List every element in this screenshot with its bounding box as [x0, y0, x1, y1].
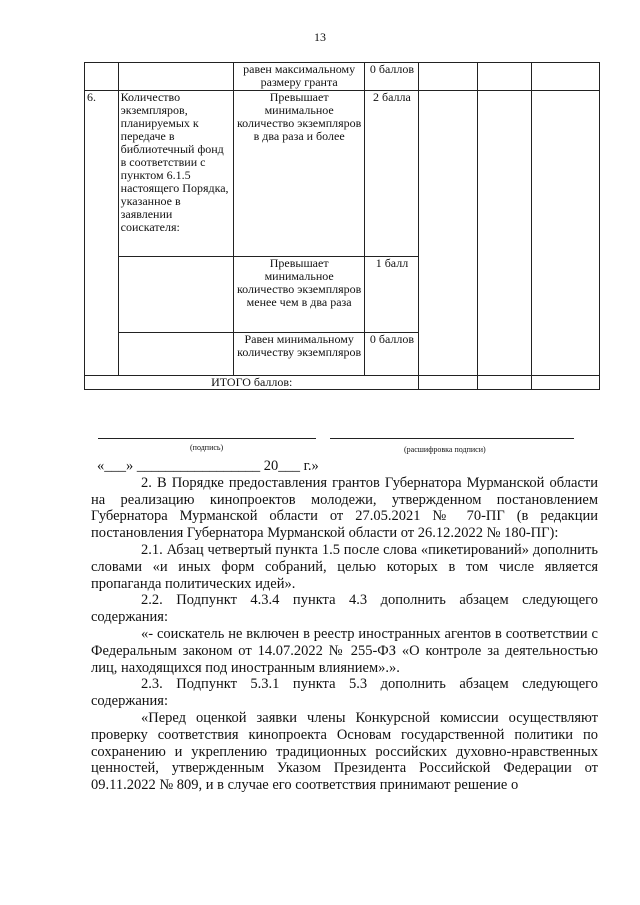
paragraph: «- соискатель не включен в реестр иностранных агентов в соответствии с Федеральным законом от 14.07.2022 № 255-ФЗ «О контроле за деятельностью лиц, находящихся под иностранным влиянием».».: [91, 625, 598, 676]
table-cell: [531, 376, 599, 390]
table-cell: [477, 91, 531, 376]
table-cell: [419, 376, 477, 390]
table-cell: [118, 333, 233, 376]
condition-cell: Равен минимальному количеству экземпляров: [233, 333, 365, 376]
table-row: [85, 376, 600, 390]
condition-cell: Превышает минимальное количество экземпляров в два раза и более: [233, 91, 365, 257]
signature-name-label: (расшифровка подписи): [404, 445, 486, 454]
table-cell: [531, 63, 599, 91]
table-row: [85, 91, 600, 257]
paragraph: 2.1. Абзац четвертый пункта 1.5 после слова «пикетирований» дополнить словами «и иных форм собраний, целью которых в том числе является пропаганда политических идей».: [91, 541, 598, 592]
table-cell: [419, 91, 477, 376]
signature-label: (подпись): [190, 443, 224, 452]
document-body: [91, 458, 598, 794]
paragraph: «Перед оценкой заявки члены Конкурсной комиссии осуществляют проверку соответствия кинопроекта Основам государственной политики по сохранению и укреплению традиционных российских духовно-нравственных ценностей, утвержденным Указом Президента Российской Федерации от 09.11.2022 № 809, и в случае его соответствия принимают решение о: [91, 709, 598, 794]
paragraph: 2.2. Подпункт 4.3.4 пункта 4.3 дополнить абзацем следующего содержания:: [91, 592, 598, 626]
table-cell: [118, 63, 233, 91]
table-cell: [531, 91, 599, 376]
condition-cell: Превышает минимальное количество экземпляров менее чем в два раза: [233, 257, 365, 333]
paragraph: 2. В Порядке предоставления грантов Губернатора Мурманской области на реализацию кинопроектов молодежи, утвержденном постановлением Губернатора Мурманской области от 27.05.2021 № 70-ПГ (в редакции постановления Губернатора Мурманской области от 26.12.2022 № 180-ПГ):: [91, 474, 598, 542]
table-cell: [477, 376, 531, 390]
table-cell: [419, 63, 477, 91]
condition-cell: равен максимальному размеру гранта: [233, 63, 365, 91]
scoring-table: [84, 62, 600, 390]
table-row: [85, 63, 600, 91]
date-line: «___» _________________ 20___ г.»: [97, 458, 319, 474]
page-number: 13: [314, 30, 326, 44]
signature-line: [98, 438, 316, 439]
points-cell: 0 баллов: [365, 63, 419, 91]
table-cell: [85, 63, 119, 91]
total-label: ИТОГО баллов:: [85, 376, 419, 390]
points-cell: 1 балл: [365, 257, 419, 333]
criterion-cell: Количество экземпляров, планируемых к передаче в библиотечный фонд в соответствии с пунктом 6.1.5 настоящего Порядка, указанное в заявлении соискателя:: [118, 91, 233, 257]
table-cell: [118, 257, 233, 333]
points-cell: 0 баллов: [365, 333, 419, 376]
points-cell: 2 балла: [365, 91, 419, 257]
paragraph: 2.3. Подпункт 5.3.1 пункта 5.3 дополнить абзацем следующего содержания:: [91, 676, 598, 710]
signature-name-line: [330, 438, 574, 439]
table-cell: [477, 63, 531, 91]
row-number-cell: 6.: [85, 91, 119, 376]
